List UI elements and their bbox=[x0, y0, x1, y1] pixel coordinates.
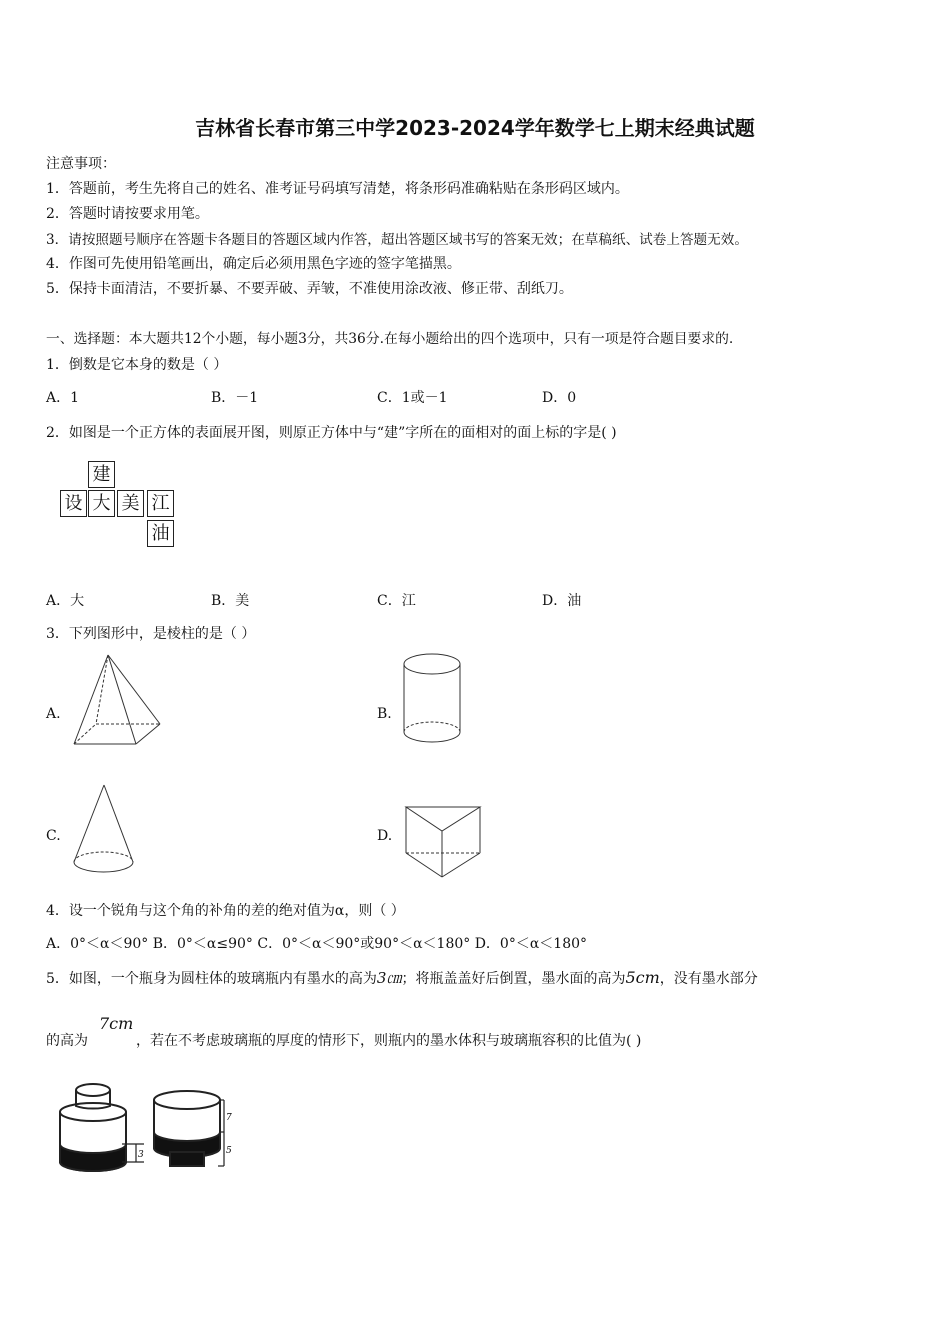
q1-option-d: D．0 bbox=[542, 390, 577, 406]
notice-item: 4．作图可先使用铅笔画出，确定后必须用黑色字迹的签字笔描黑。 bbox=[46, 256, 461, 272]
q5-text: 的高为 bbox=[46, 1033, 88, 1049]
q4-options: A．0°＜α＜90° B．0°＜α≤90° C．0°＜α＜90°或90°＜α＜180° D．0°＜α＜180° bbox=[46, 936, 588, 952]
fig-label: 7 bbox=[226, 1113, 232, 1123]
question-5-line-1 bbox=[46, 967, 758, 988]
fig-label: 3 bbox=[138, 1150, 144, 1160]
q5-text: ，若在不考虑玻璃瓶的厚度的情形下，则瓶内的墨水体积与玻璃瓶容积的比值为( ) bbox=[136, 1033, 642, 1049]
q1-option-c: C．1或－1 bbox=[377, 390, 448, 406]
page-title: 吉林省长春市第三中学2023-2024学年数学七上期末经典试题 bbox=[195, 116, 755, 140]
fig-label: 5 bbox=[226, 1146, 232, 1156]
cube-net-figure bbox=[60, 461, 180, 553]
section-heading: 一、选择题：本大题共12个小题，每小题3分，共36分.在每小题给出的四个选项中，只有一项是符合题目要求的. bbox=[46, 331, 734, 347]
net-cell: 建 bbox=[88, 461, 115, 488]
q5-unit: 3㎝ bbox=[376, 969, 402, 987]
q5-unit: 7cm bbox=[99, 1014, 134, 1033]
net-cell: 美 bbox=[117, 490, 144, 517]
cylinder-figure bbox=[400, 650, 466, 750]
question-3-stem: 3．下列图形中，是棱柱的是（ ） bbox=[46, 626, 256, 642]
pyramid-figure bbox=[68, 652, 164, 748]
q1-option-a: A．1 bbox=[46, 390, 80, 406]
q3-option-d: D. bbox=[377, 828, 393, 844]
notice-item: 3．请按照题号顺序在答题卡各题目的答题区域内作答，超出答题区域书写的答案无效；在草稿纸、试卷上答题无效。 bbox=[46, 232, 748, 248]
q2-option-c: C．江 bbox=[377, 593, 416, 609]
ink-bottle-figure bbox=[52, 1080, 242, 1175]
q3-option-b: B. bbox=[377, 706, 392, 722]
q2-option-d: D．油 bbox=[542, 593, 582, 609]
notice-item: 5．保持卡面清洁，不要折暴、不要弄破、弄皱，不准使用涂改液、修正带、刮纸刀。 bbox=[46, 281, 573, 297]
question-1-stem: 1．倒数是它本身的数是（ ） bbox=[46, 357, 228, 373]
q3-option-a: A. bbox=[46, 706, 61, 722]
q5-unit: 5cm bbox=[625, 968, 660, 987]
q5-text: ；将瓶盖盖好后倒置，墨水面的高为 bbox=[401, 971, 626, 987]
question-4-stem: 4．设一个锐角与这个角的补角的差的绝对值为α，则（ ） bbox=[46, 903, 405, 919]
q2-option-a: A．大 bbox=[46, 593, 85, 609]
net-cell: 大 bbox=[88, 490, 115, 517]
question-2-stem: 2．如图是一个正方体的表面展开图，则原正方体中与“建”字所在的面相对的面上标的字是( ) bbox=[46, 425, 617, 441]
cone-figure bbox=[68, 782, 138, 882]
q1-option-b: B．－1 bbox=[211, 390, 259, 406]
question-5-line-2 bbox=[46, 1030, 641, 1050]
q5-text: ，没有墨水部分 bbox=[659, 971, 758, 987]
q5-text: 5．如图，一个瓶身为圆柱体的玻璃瓶内有墨水的高为 bbox=[46, 971, 377, 987]
notice-item: 1．答题前，考生先将自己的姓名、准考证号码填写清楚，将条形码准确粘贴在条形码区域内。 bbox=[46, 181, 629, 197]
triangular-prism-figure bbox=[402, 803, 486, 883]
net-cell: 油 bbox=[147, 520, 174, 547]
net-cell: 江 bbox=[147, 490, 174, 517]
q3-option-c: C. bbox=[46, 828, 61, 844]
notice-heading: 注意事项： bbox=[46, 156, 116, 172]
net-cell: 设 bbox=[60, 490, 87, 517]
q2-option-b: B．美 bbox=[211, 593, 250, 609]
notice-item: 2．答题时请按要求用笔。 bbox=[46, 206, 209, 222]
